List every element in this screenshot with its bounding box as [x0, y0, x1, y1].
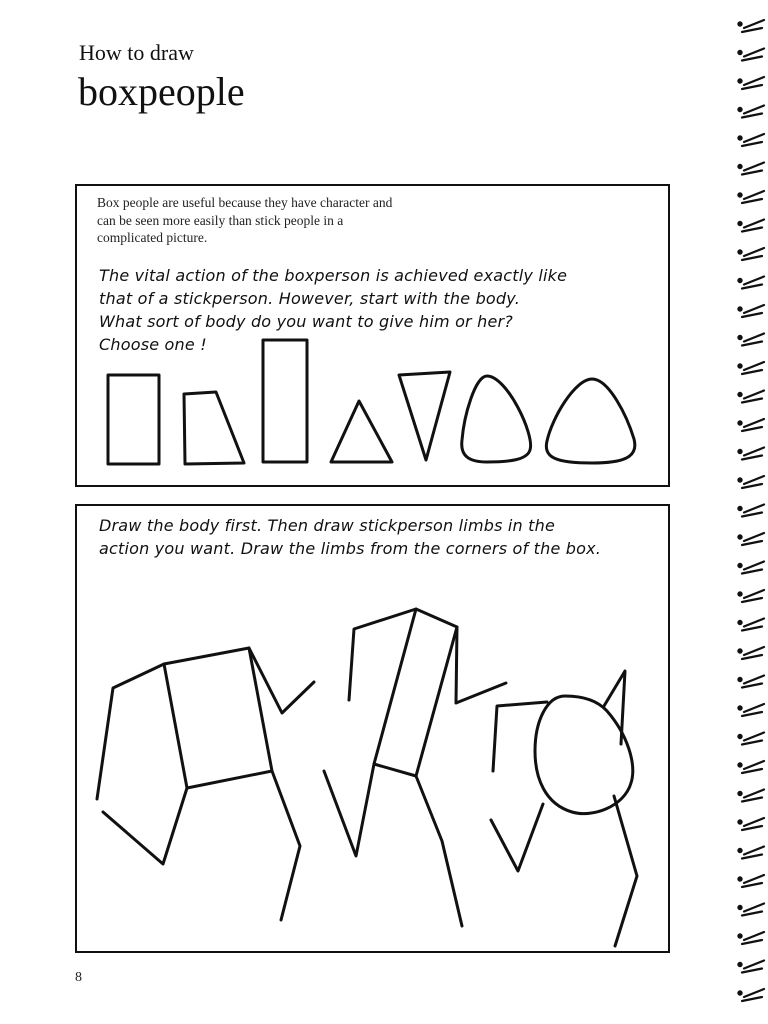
spiral-coil — [744, 362, 764, 370]
spiral-hole — [738, 678, 741, 681]
spiral-hole — [738, 222, 741, 225]
trapezoid-shape — [184, 392, 244, 464]
spiral-hole — [738, 250, 741, 253]
spiral-hole — [738, 364, 741, 367]
spiral-coil — [744, 932, 764, 940]
instruction-line: Choose one ! — [99, 335, 207, 354]
spiral-coil — [744, 961, 764, 969]
spiral-hole — [738, 649, 741, 652]
tall-narrow-rectangle-shape — [263, 340, 307, 462]
spiral-hole — [738, 535, 741, 538]
spiral-hole — [738, 592, 741, 595]
leaning-box-figure — [97, 648, 314, 920]
spiral-coil — [744, 20, 764, 28]
spiral-coil — [744, 191, 764, 199]
spiral-coil — [744, 106, 764, 114]
spiral-hole — [738, 393, 741, 396]
spiral-coil — [744, 305, 764, 313]
spiral-hole — [738, 136, 741, 139]
page-title: boxpeople — [78, 69, 245, 114]
spiral-coil — [744, 419, 764, 427]
spiral-coil — [744, 676, 764, 684]
spiral-hole — [738, 22, 741, 25]
intro-paragraph: Box people are useful because they have character and can be seen more easily than stick people in a complicated picture. — [97, 195, 393, 245]
oval-body-figure — [491, 671, 637, 946]
spiral-hole — [738, 51, 741, 54]
spiral-coil — [744, 647, 764, 655]
spiral-coil — [744, 590, 764, 598]
spiral-hole — [738, 421, 741, 424]
rounded-triangle-small-shape — [462, 376, 531, 462]
spiral-hole — [738, 193, 741, 196]
spiral-hole — [738, 763, 741, 766]
spiral-coil — [744, 562, 764, 570]
body-shapes-panel — [75, 184, 670, 487]
tilted-box-figure — [324, 609, 506, 926]
spiral-hole — [738, 706, 741, 709]
spiral-hole — [738, 165, 741, 168]
inverted-triangle-shape — [399, 372, 450, 460]
page-kicker: How to draw — [79, 40, 194, 65]
spiral-coil — [744, 134, 764, 142]
spiral-coil — [744, 49, 764, 57]
spiral-coil — [744, 277, 764, 285]
spiral-hole — [738, 906, 741, 909]
spiral-coil — [744, 391, 764, 399]
spiral-coil — [744, 904, 764, 912]
spiral-coil — [744, 704, 764, 712]
spiral-hole — [738, 279, 741, 282]
spiral-coil — [744, 847, 764, 855]
box-figures-illustration — [77, 506, 668, 951]
spiral-hole — [738, 307, 741, 310]
spiral-coil — [744, 818, 764, 826]
instruction-line: The vital action of the boxperson is achieved exactly like — [99, 266, 568, 285]
instruction-line: that of a stickperson. However, start with the body. — [99, 289, 520, 308]
rounded-triangle-large-shape — [546, 379, 635, 463]
spiral-coil — [744, 248, 764, 256]
spiral-coil — [744, 790, 764, 798]
spiral-coil — [744, 989, 764, 997]
spiral-hole — [738, 849, 741, 852]
spiral-coil — [744, 77, 764, 85]
spiral-coil — [744, 476, 764, 484]
spiral-coil — [744, 733, 764, 741]
instruction-line: What sort of body do you want to give him or her? — [99, 312, 513, 331]
spiral-hole — [738, 478, 741, 481]
spiral-hole — [738, 934, 741, 937]
spiral-hole — [738, 792, 741, 795]
spiral-hole — [738, 621, 741, 624]
spiral-hole — [738, 450, 741, 453]
spiral-coil — [744, 163, 764, 171]
spiral-hole — [738, 336, 741, 339]
spiral-coil — [744, 533, 764, 541]
spiral-hole — [738, 820, 741, 823]
spiral-hole — [738, 507, 741, 510]
spiral-coil — [744, 619, 764, 627]
limbs-instruction-line: Draw the body first. Then draw stickperson limbs in the — [99, 516, 556, 535]
spiral-hole — [738, 108, 741, 111]
box-figures-panel — [75, 504, 670, 953]
spiral-hole — [738, 735, 741, 738]
tall-rectangle-shape — [108, 375, 159, 464]
spiral-hole — [738, 991, 741, 994]
page-number: 8 — [75, 970, 82, 985]
spiral-hole — [738, 963, 741, 966]
spiral-hole — [738, 79, 741, 82]
upright-triangle-shape — [331, 401, 392, 462]
spiral-coil — [744, 334, 764, 342]
spiral-hole — [738, 877, 741, 880]
spiral-coil — [744, 505, 764, 513]
spiral-coil — [744, 448, 764, 456]
limbs-instruction-line: action you want. Draw the limbs from the corners of the box. — [99, 539, 602, 558]
body-shapes-illustration — [77, 186, 668, 485]
spiral-coil — [744, 875, 764, 883]
spiral-coil — [744, 761, 764, 769]
spiral-binding — [730, 0, 768, 1024]
spiral-coil — [744, 220, 764, 228]
spiral-hole — [738, 564, 741, 567]
